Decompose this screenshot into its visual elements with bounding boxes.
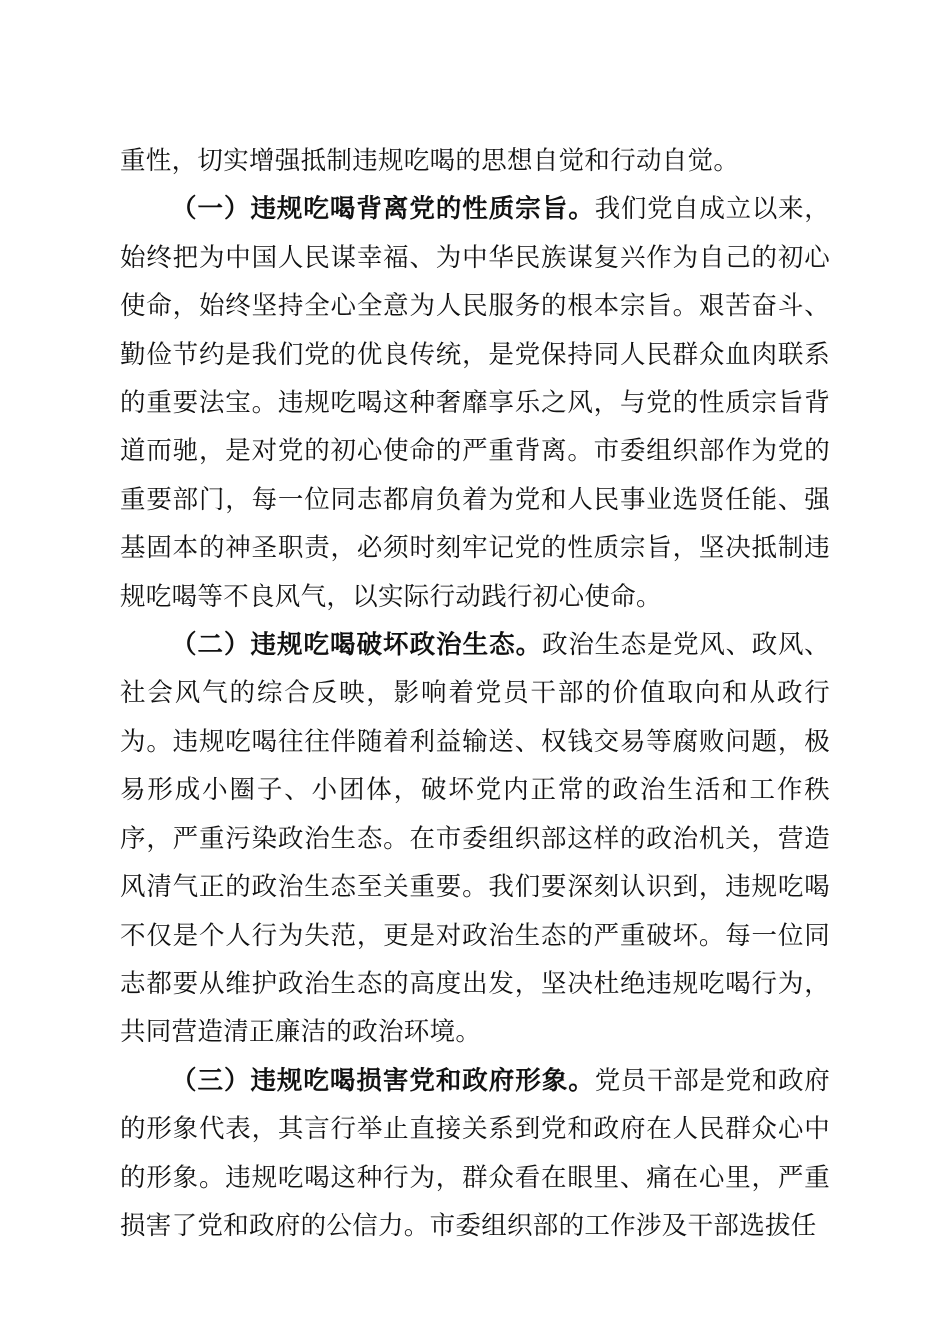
paragraph-body: 我们党自成立以来，始终把为中国人民谋幸福、为中华民族谋复兴作为自己的初心使命，始终坚持全心全意为人民服务的根本宗旨。艰苦奋斗、勤俭节约是我们党的优良传统，是党保持同人民群众血肉联系的重要法宝。违规吃喝这种奢靡享乐之风，与党的性质宗旨背道而驰，是对党的初心使命的严重背离。市委组织部作为党的重要部门，每一位同志都肩负着为党和人民事业选贤任能、强基固本的神圣职责，必须时刻牢记党的性质宗旨，坚决抵制违规吃喝等不良风气，以实际行动践行初心使命。 [120, 194, 830, 612]
paragraph-body: 党员干部是党和政府的形象代表，其言行举止直接关系到党和政府在人民群众心中的形象。违规吃喝这种行为，群众看在眼里、痛在心里，严重损害了党和政府的公信力。市委组织部的工作涉及干部选拔任 [120, 1065, 830, 1241]
paragraph-section-3 [120, 1057, 830, 1251]
paragraph-continuation [120, 137, 830, 185]
paragraph-section-2 [120, 621, 830, 1057]
section-heading: （一）违规吃喝背离党的性质宗旨。 [171, 194, 595, 225]
paragraph-body: 重性，切实增强抵制违规吃喝的思想自觉和行动自觉。 [120, 146, 740, 176]
section-heading: （二）违规吃喝破坏政治生态。 [171, 630, 543, 661]
paragraph-section-1 [120, 185, 830, 621]
paragraph-body: 政治生态是党风、政风、社会风气的综合反映，影响着党员干部的价值取向和从政行为。违规吃喝往往伴随着利益输送、权钱交易等腐败问题，极易形成小圈子、小团体，破坏党内正常的政治生活和工作秩序，严重污染政治生态。在市委组织部这样的政治机关，营造风清气正的政治生态至关重要。我们要深刻认识到，违规吃喝不仅是个人行为失范，更是对政治生态的严重破坏。每一位同志都要从维护政治生态的高度出发，坚决杜绝违规吃喝行为，共同营造清正廉洁的政治环境。 [120, 630, 830, 1048]
section-heading: （三）违规吃喝损害党和政府形象。 [171, 1065, 595, 1096]
document-body [120, 137, 830, 1250]
